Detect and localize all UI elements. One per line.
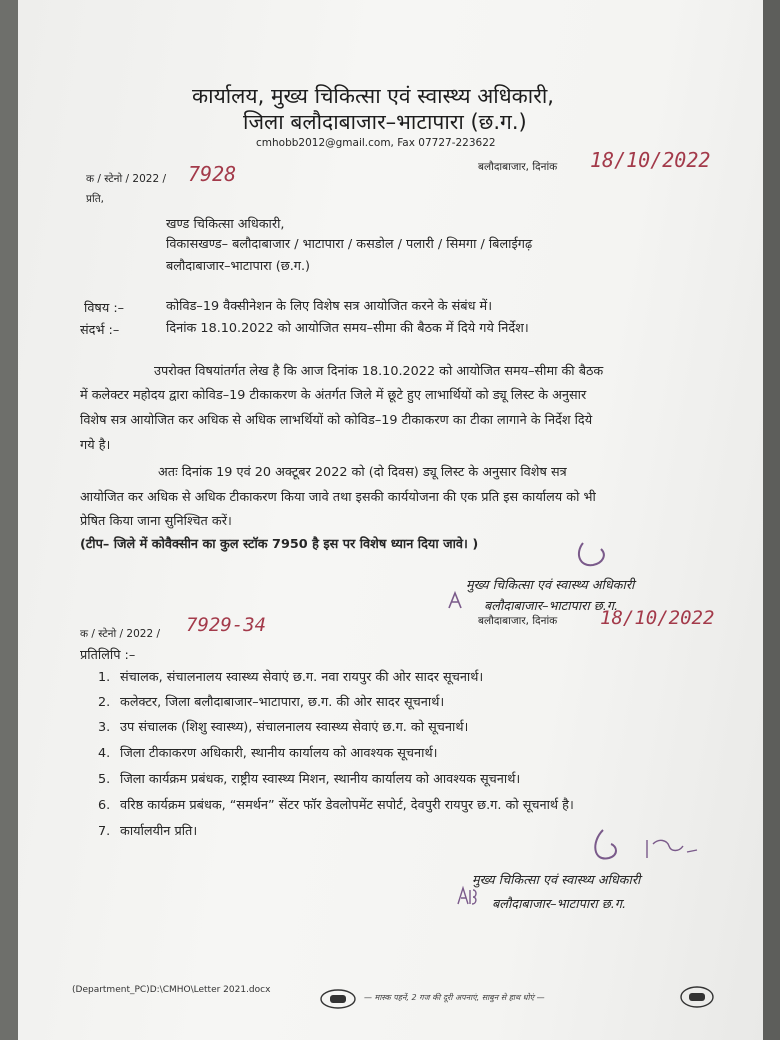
- copy-item: [98, 743, 438, 761]
- body-note: (टीप– जिले में कोवैक्सीन का कुल स्टॉक 7950 है इस पर विशेष ध्यान दिया जावे। ): [80, 537, 479, 552]
- ref2-date: 18/10/2022: [600, 607, 715, 629]
- copy-item-text: वरिष्ठ कार्यक्रम प्रबंधक, “समर्थन” सेंटर फॉर डेवलोपमेंट सपोर्ट, देवपुरी रायपुर छ.ग. को सूचनार्थ है।: [120, 798, 574, 813]
- body-p1-line2: में कलेक्टर महोदय द्वारा कोविड–19 टीकाकरण के अंतर्गत जिले में छूटे हुए लाभार्थियों को ड्यू लिस्ट के अनुसार: [80, 388, 587, 403]
- background-edge: [763, 0, 780, 1040]
- ref1-prefix: क / स्टेनो / 2022 /: [86, 173, 167, 185]
- copy-item-number: 1.: [98, 670, 111, 685]
- ref1-number: 7928: [188, 162, 237, 186]
- copy-item-text: जिला टीकाकरण अधिकारी, स्थानीय कार्यालय को आवश्यक सूचनार्थ।: [120, 746, 438, 761]
- copy-item: [98, 692, 444, 710]
- copy-item-number: 6.: [98, 798, 111, 813]
- ref2-prefix: क / स्टेनो / 2022 /: [80, 628, 161, 640]
- subject-label: विषय :–: [84, 301, 125, 316]
- copy-item-text: कलेक्टर, जिला बलौदाबाजार–भाटापारा, छ.ग. की ओर सादर सूचनार्थ।: [120, 695, 445, 710]
- to-line1: खण्ड चिकित्सा अधिकारी,: [166, 217, 285, 232]
- signature-mark-1: [573, 535, 623, 575]
- subject-text: कोविड–19 वैक्सीनेशन के लिए विशेष सत्र आयोजित करने के संबंध में।: [166, 299, 493, 314]
- footer-slogan-text: मास्क पहनें, 2 गज की दूरी अपनाएं, साबुन से हाथ धोएं: [374, 993, 535, 1002]
- footer-file-path: (Department_PC)D:\CMHO\Letter 2021.docx: [72, 985, 271, 995]
- copy-item: [98, 667, 483, 685]
- signature1-district: बलौदाबाजार–भाटापारा छ.ग.: [484, 599, 619, 614]
- letterhead-contact: cmhobb2012@gmail.com, Fax 07727-223622: [256, 137, 496, 149]
- copy-item-text: कार्यालयीन प्रति।: [120, 824, 198, 839]
- copy-item-number: 3.: [98, 720, 111, 735]
- copy-item: [98, 717, 468, 735]
- copy-item-number: 5.: [98, 772, 111, 787]
- copy-item-text: उप संचालक (शिशु स्वास्थ्य), संचालनालय स्वास्थ्य सेवाएं छ.ग. को सूचनार्थ।: [120, 720, 469, 735]
- signature2-designation: मुख्य चिकित्सा एवं स्वास्थ्य अधिकारी: [472, 873, 641, 888]
- signature-mark-2: [583, 822, 703, 872]
- copies-label: प्रतिलिपि :–: [80, 648, 136, 663]
- body-p2-line3: प्रेषित किया जाना सुनिश्चित करें।: [80, 514, 232, 529]
- ref1-place-date: बलौदाबाजार, दिनांक: [478, 161, 558, 173]
- signature2-district: बलौदाबाजार–भाटापारा छ.ग.: [492, 897, 627, 912]
- signature1-designation: मुख्य चिकित्सा एवं स्वास्थ्य अधिकारी: [466, 578, 635, 593]
- copy-item: [98, 769, 520, 787]
- letterhead-line1: कार्यालय, मुख्य चिकित्सा एवं स्वास्थ्य अधिकारी,: [192, 84, 554, 108]
- copy-item-number: 7.: [98, 824, 111, 839]
- to-line2: विकासखण्ड– बलौदाबाजार / भाटापारा / कसडोल / पलारी / सिमगा / बिलाईगढ़: [166, 237, 533, 252]
- reference-text: दिनांक 18.10.2022 को आयोजित समय–सीमा की बैठक में दिये गये निर्देश।: [166, 321, 529, 336]
- mask-logo-icon: [318, 988, 358, 1010]
- to-line3: बलौदाबाजार–भाटापारा (छ.ग.): [166, 259, 311, 274]
- body-p2-line2: आयोजित कर अधिक से अधिक टीकाकरण किया जावे तथा इसकी कार्ययोजना की एक प्रति इस कार्यालय को भी: [80, 490, 596, 505]
- body-p2-line1: अतः दिनांक 19 एवं 20 अक्टूबर 2022 को (दो दिवस) ड्यू लिस्ट के अनुसार विशेष सत्र: [158, 465, 567, 480]
- letter-page: [18, 0, 763, 1040]
- ref1-date: 18/10/2022: [590, 148, 711, 172]
- mask-logo-icon: [678, 985, 716, 1009]
- copy-item-number: 4.: [98, 746, 111, 761]
- body-p1-line1: उपरोक्त विषयांतर्गत लेख है कि आज दिनांक 18.10.2022 को आयोजित समय–सीमा की बैठक: [154, 364, 604, 379]
- prati-label: प्रति,: [86, 193, 105, 205]
- ref2-place-date: बलौदाबाजार, दिनांक: [478, 615, 558, 627]
- copy-item: [98, 821, 197, 839]
- letterhead-line2: जिला बलौदाबाजार–भाटापारा (छ.ग.): [243, 110, 527, 134]
- copy-item: [98, 795, 574, 813]
- ref2-number: 7929-34: [186, 614, 267, 636]
- copy-item-number: 2.: [98, 695, 111, 710]
- copy-item-text: संचालक, संचालनालय स्वास्थ्य सेवाएं छ.ग. नवा रायपुर की ओर सादर सूचनार्थ।: [120, 670, 484, 685]
- initial-mark-1: [446, 590, 466, 612]
- copy-item-text: जिला कार्यक्रम प्रबंधक, राष्ट्रीय स्वास्थ्य मिशन, स्थानीय कार्यालय को आवश्यक सूचनार्थ।: [120, 772, 521, 787]
- body-p1-line3: विशेष सत्र आयोजित कर अधिक से अधिक लाभर्थियों को कोविड–19 टीकाकरण का टीका लागाने के निर्देश दिये: [80, 413, 593, 428]
- reference-label: संदर्भ :–: [80, 323, 120, 338]
- footer-slogan: — मास्क पहनें, 2 गज की दूरी अपनाएं, साबुन से हाथ धोएं —: [364, 993, 545, 1002]
- body-p1-line4: गये है।: [80, 438, 111, 453]
